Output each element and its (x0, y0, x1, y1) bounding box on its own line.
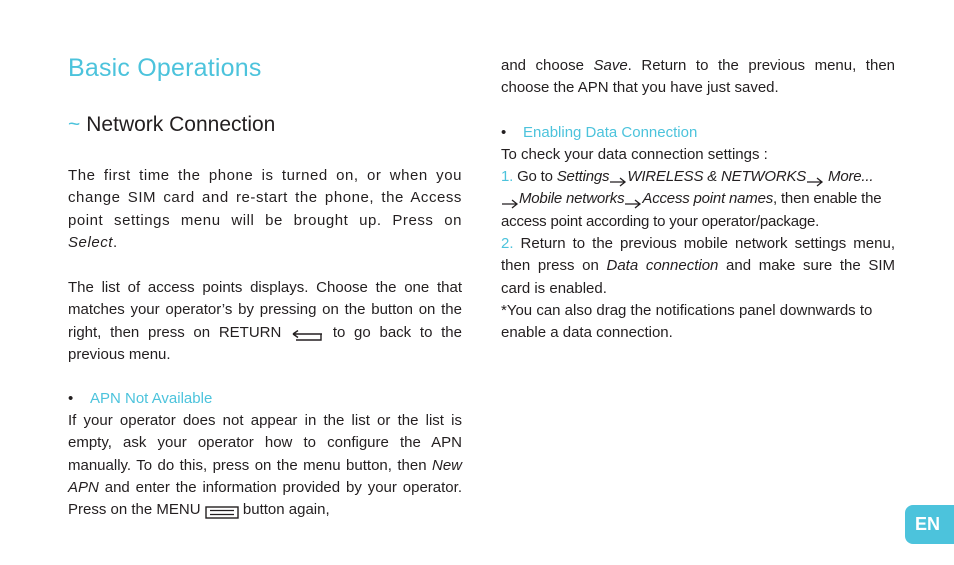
bullet-enabling-data (501, 122, 697, 144)
arrow-right-icon (806, 172, 824, 182)
bullet-apn-not-available (68, 388, 212, 410)
step-one-end: , then enable the access point according to your operator/package. (501, 190, 882, 230)
page-title: Basic Operations (68, 54, 262, 82)
paragraph-apn-text: If your operator does not appear in the list or the list is empty, ask your operator how to configure the APN manually. To do this, press on the menu button, then (68, 412, 462, 474)
step-two-end: and make sure the SIM card is enabled. (501, 257, 896, 297)
menu-icon (205, 504, 239, 517)
section-tilde: ~ (68, 113, 81, 136)
language-tab: EN (905, 505, 954, 544)
access-point-names-term: Access point names (642, 190, 774, 208)
step-one-number: 1. (501, 168, 514, 185)
new-apn-term: New APN (68, 456, 462, 496)
step-two (501, 233, 895, 300)
arrow-right-icon (624, 194, 642, 204)
step-one (501, 166, 895, 233)
paragraph-apn-middle: and enter the information provided by your operator. Press on the MENU (68, 478, 462, 519)
paragraph-first-end: . (113, 233, 118, 251)
paragraph-access-list-end: to go back to the previous menu. (68, 323, 462, 363)
paragraph-apn-end: button again, (238, 501, 330, 519)
section-heading (68, 113, 275, 137)
paragraph-save-end: . Return to the previous menu, then choose the APN that you have just saved. (501, 57, 895, 97)
mobile-networks-term: Mobile networks (519, 190, 625, 208)
paragraph-save-text: and choose (501, 57, 594, 74)
paragraph-access-list-text: The list of access points displays. Choose the one that matches your operator’s by pressing on the button on the right, then press on RETURN (68, 279, 462, 341)
note-text: *You can also drag the notifications panel downwards to enable a data connection. (501, 302, 873, 342)
bullet-heading: Enabling Data Connection (523, 124, 698, 141)
bullet-heading: APN Not Available (90, 390, 213, 407)
select-term: Select (68, 233, 113, 251)
paragraph-access-list (68, 277, 462, 366)
step-two-number: 2. (501, 235, 514, 252)
paragraph-first-text: The first time the phone is turned on, or when you change SIM card and re-start the phone, the Access point settings menu will be brought up. Press on (68, 167, 462, 229)
step-one-text: Go to (513, 168, 557, 185)
wireless-term: WIRELESS & NETWORKS (627, 168, 807, 185)
settings-term: Settings (556, 168, 610, 185)
return-icon (290, 327, 324, 339)
step-two-text: Return to the previous mobile network settings menu, then press on (501, 235, 895, 275)
arrow-right-icon (501, 194, 519, 204)
paragraph-save (501, 55, 895, 100)
bullet-dot: • (68, 390, 74, 407)
paragraph-apn (68, 410, 462, 521)
check-settings-text: To check your data connection settings : (501, 146, 768, 163)
arrow-right-icon (609, 172, 627, 182)
section-heading-text: Network Connection (86, 113, 276, 136)
paragraph-first-start (68, 165, 462, 254)
save-term: Save (593, 57, 628, 74)
more-term: More... (824, 168, 874, 185)
data-connection-term: Data connection (606, 257, 719, 275)
bullet-dot: • (501, 124, 507, 141)
